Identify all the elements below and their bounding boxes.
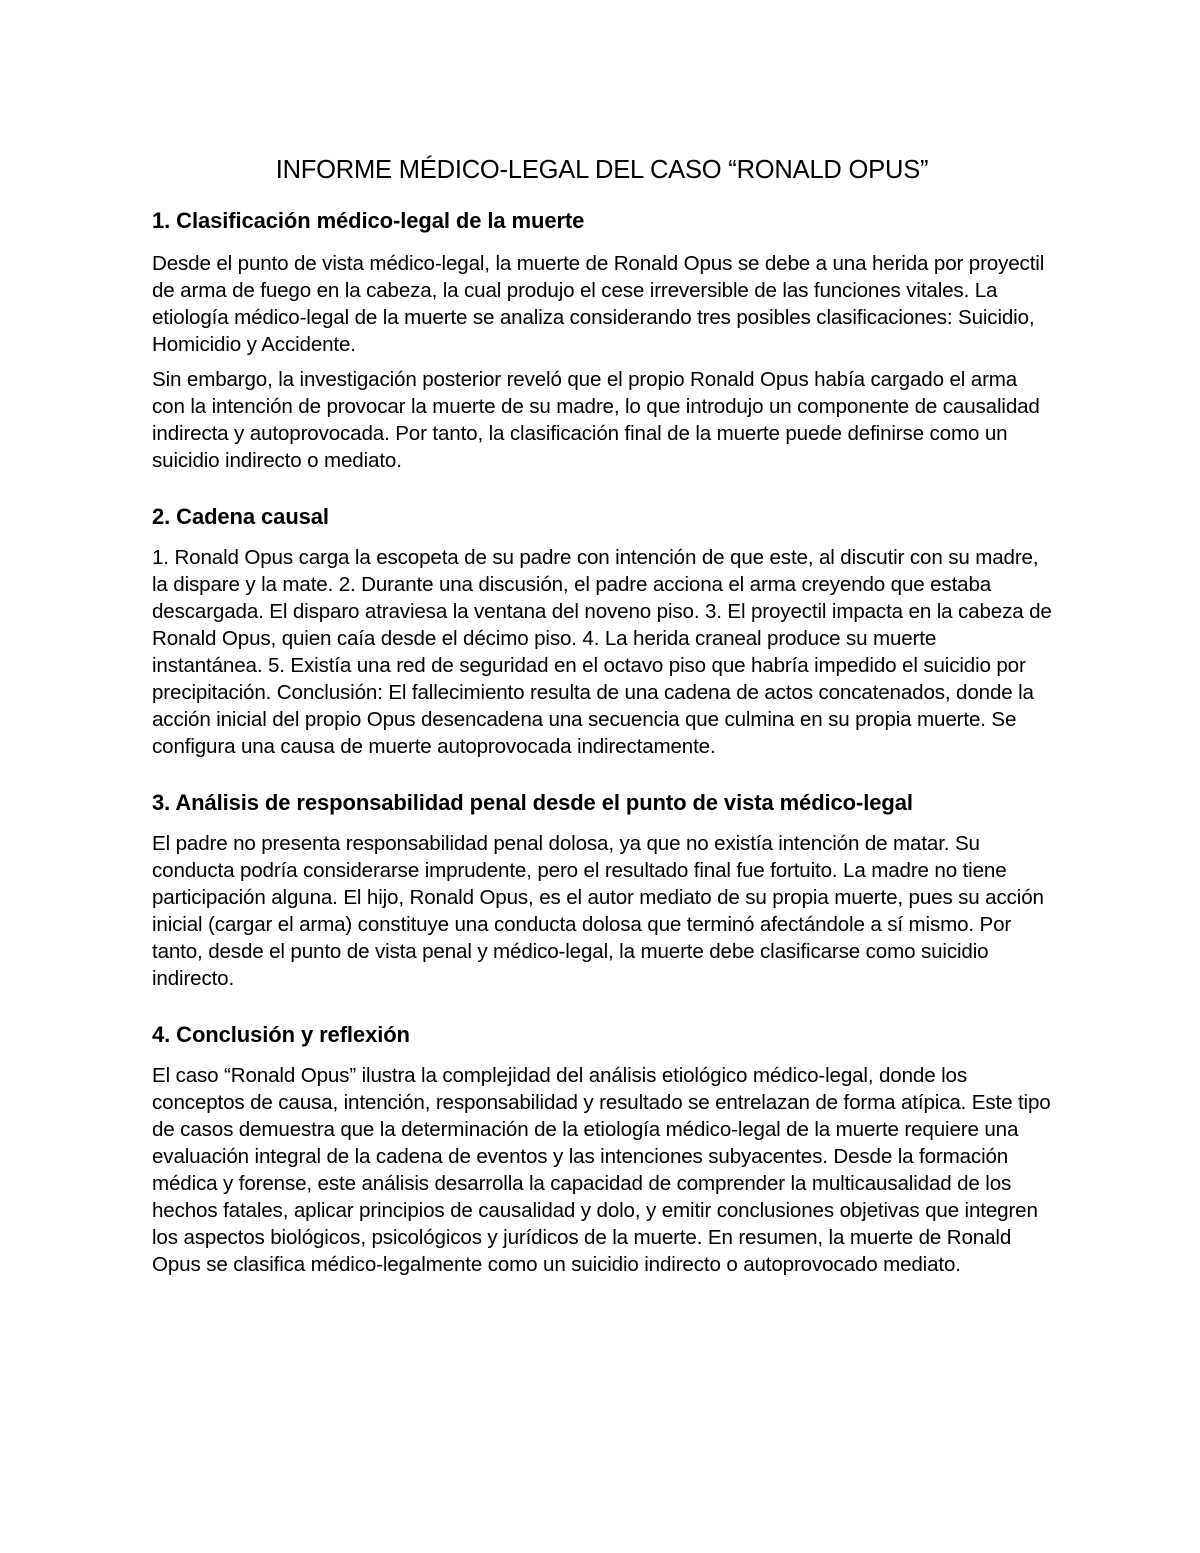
section-criminal-responsibility: [152, 786, 1052, 992]
section-classification: [152, 204, 1052, 474]
document-title: INFORME MÉDICO-LEGAL DEL CASO “RONALD OPUS”: [275, 156, 929, 184]
section-causal-chain: [152, 500, 1052, 760]
paragraph: 1. Ronald Opus carga la escopeta de su padre con intención de que este, al discutir con su madre, la dispare y la mate. 2. Durante una discusión, el padre acciona el arma creyendo que estaba descargada. El disparo atraviesa la ventana del noveno piso. 3. El proyectil impacta en la cabeza de Ronald Opus, quien caía desde el décimo piso. 4. La herida craneal produce su muerte instantánea. 5. Existía una red de seguridad en el octavo piso que habría impedido el suicidio por precipitación. Conclusión: El fallecimiento resulta de una cadena de actos concatenados, donde la acción inicial del propio Opus desencadena una secuencia que culmina en su propia muerte. Se configura una causa de muerte autoprovocada indirectamente.: [152, 546, 1052, 758]
section-heading: 3. Análisis de responsabilidad penal desde el punto de vista médico-legal: [152, 790, 913, 815]
document-page: [152, 150, 1052, 1278]
paragraph: El caso “Ronald Opus” ilustra la complejidad del análisis etiológico médico-legal, donde los conceptos de causa, intención, responsabilidad y resultado se entrelazan de forma atípica. Este tipo de casos demuestra que la determinación de la etiología médico-legal de la muerte requiere una evaluación integral de la cadena de eventos y las intenciones subyacentes. Desde la formación médica y forense, este análisis desarrolla la capacidad de comprender la multicausalidad de los hechos fatales, aplicar principios de causalidad y dolo, y emitir conclusiones objetivas que integren los aspectos biológicos, psicológicos y jurídicos de la muerte. En resumen, la muerte de Ronald Opus se clasifica médico-legalmente como un suicidio indirecto o autoprovocado mediato.: [152, 1064, 1051, 1276]
paragraph: Desde el punto de vista médico-legal, la muerte de Ronald Opus se debe a una herida por proyectil de arma de fuego en la cabeza, la cual produjo el cese irreversible de las funciones vitales. La etiología médico-legal de la muerte se analiza considerando tres posibles clasificaciones: Suicidio, Homicidio y Accidente.: [152, 252, 1045, 356]
paragraph: Sin embargo, la investigación posterior reveló que el propio Ronald Opus había cargado el arma con la intención de provocar la muerte de su madre, lo que introdujo un componente de causalidad indirecta y autoprovocada. Por tanto, la clasificación final de la muerte puede definirse como un suicidio indirecto o mediato.: [152, 368, 1040, 472]
paragraph: El padre no presenta responsabilidad penal dolosa, ya que no existía intención de matar. Su conducta podría considerarse imprudente, pero el resultado final fue fortuito. La madre no tiene participación alguna. El hijo, Ronald Opus, es el autor mediato de su propia muerte, pues su acción inicial (cargar el arma) constituye una conducta dolosa que terminó afectándole a sí mismo. Por tanto, desde el punto de vista penal y médico-legal, la muerte debe clasificarse como suicidio indirecto.: [152, 832, 1044, 990]
section-heading: 1. Clasificación médico-legal de la muerte: [152, 208, 585, 233]
section-conclusion: [152, 1018, 1052, 1278]
section-heading: 2. Cadena causal: [152, 504, 329, 529]
section-heading: 4. Conclusión y reflexión: [152, 1022, 410, 1047]
